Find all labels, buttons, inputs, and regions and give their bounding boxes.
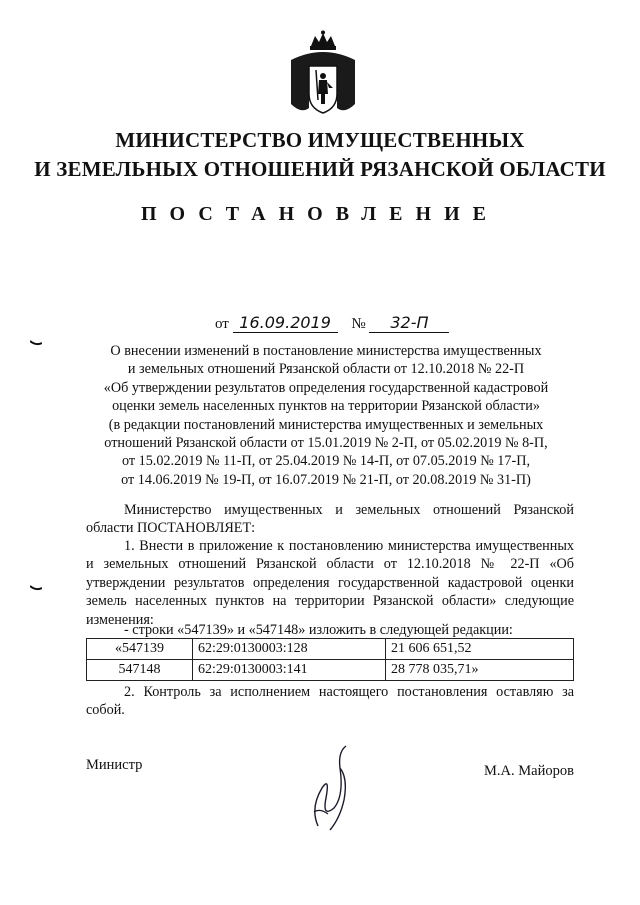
table-cell-cadastral: 62:29:0130003:141 [193, 660, 386, 681]
item2-paragraph: 2. Контроль за исполнением настоящего постановления оставляю за собой. [86, 684, 574, 719]
subject-line: от 15.02.2019 № 11-П, от 25.04.2019 № 14-П, от 07.05.2019 № 17-П, [121, 453, 531, 470]
cadastral-table [86, 638, 574, 681]
table-cell-id: «547139 [87, 639, 193, 660]
scan-mark-icon [30, 340, 42, 346]
item1-subitem: - строки «547139» и «547148» изложить в следующей редакции: [124, 622, 513, 638]
table-row [87, 639, 574, 660]
subject-line: отношений Рязанской области от 15.01.2019 № 2-П, от 05.02.2019 № 8-П, [104, 435, 548, 452]
document-type-title: ПОСТАНОВЛЕНИЕ [141, 203, 499, 225]
number-label: № [351, 316, 366, 332]
signer-name: М.А. Майоров [484, 763, 574, 779]
subject-line: «Об утверждении результатов определения государственной кадастровой [103, 379, 549, 396]
date-from-label: от [215, 316, 229, 332]
item1-paragraph: 1. Внести в приложение к постановлению министерства имущественных и земельных отношений Рязанской области от 12.10.2018 № 22-П «Об утверждении результатов определения государственной кадастровой оценки земель населенных пунктов на территории Рязанской области» следующие изменения: [86, 538, 574, 628]
table-cell-value: 21 606 651,52 [386, 639, 574, 660]
table-cell-cadastral: 62:29:0130003:128 [193, 639, 386, 660]
subject-line: О внесении изменений в постановление министерства имущественных [110, 343, 542, 359]
signer-title: Министр [86, 757, 143, 773]
signature-icon [300, 738, 370, 838]
subject-line: от 14.06.2019 № 19-П, от 16.07.2019 № 21-П, от 20.08.2019 № 31-П) [121, 471, 531, 488]
document-subject [80, 342, 572, 489]
document-date: 16.09.2019 [233, 313, 338, 333]
subject-line: (в редакции постановлений министерства имущественных и земельных [108, 416, 544, 433]
scan-mark-icon [30, 585, 42, 591]
date-number-line [215, 313, 449, 333]
intro-paragraph: Министерство имущественных и земельных отношений Рязанской области ПОСТАНОВЛЯЕТ: [86, 502, 574, 537]
table-cell-id: 547148 [87, 660, 193, 681]
document-number: 32-П [369, 313, 449, 333]
table-row [87, 660, 574, 681]
ministry-name-line2: И ЗЕМЕЛЬНЫХ ОТНОШЕНИЙ РЯЗАНСКОЙ ОБЛАСТИ [34, 157, 606, 181]
subject-line: и земельных отношений Рязанской области от 12.10.2018 № 22-П [127, 361, 525, 378]
ministry-name-line1: МИНИСТЕРСТВО ИМУЩЕСТВЕННЫХ [115, 128, 525, 152]
table-cell-value: 28 778 035,71» [386, 660, 574, 681]
subject-line: оценки земель населенных пунктов на территории Рязанской области» [112, 398, 540, 415]
coat-of-arms-icon [285, 30, 361, 116]
